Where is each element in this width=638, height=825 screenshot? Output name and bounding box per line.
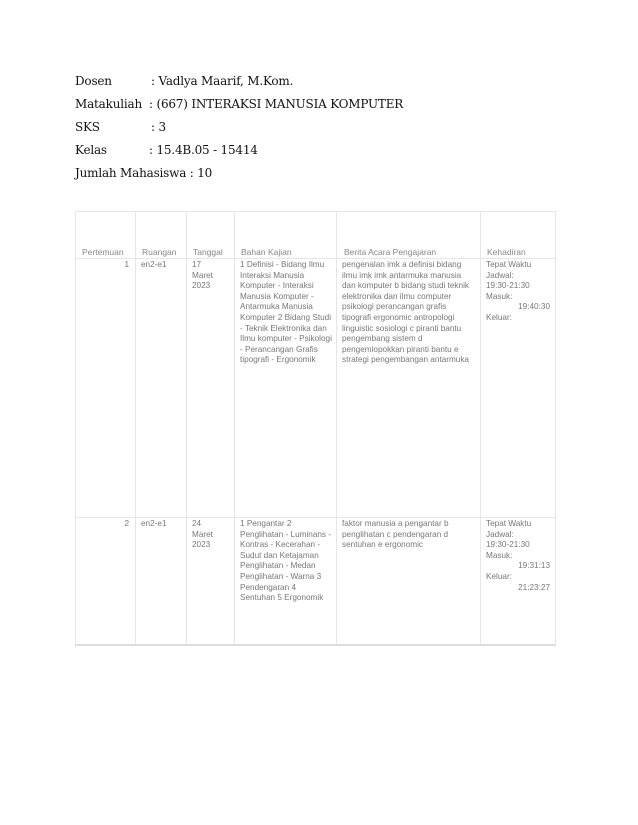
column-divider: [135, 212, 187, 646]
tepat-waktu-label: Tepat Waktu: [486, 260, 532, 269]
jadwal-value: 19:30-21:30: [486, 540, 530, 550]
keluar-value: 21:23:27: [518, 582, 550, 592]
cell-ruangan: en2-e1: [141, 519, 167, 528]
cell-pertemuan: 1: [124, 260, 129, 269]
keluar-label: Keluar:: [486, 571, 512, 581]
sks-value: : 3: [151, 120, 166, 134]
cell-pertemuan: 2: [124, 519, 129, 528]
header-berita-acara: Berita Acara Pengajaran: [344, 247, 437, 257]
cell-ruangan: en2-e1: [141, 260, 167, 269]
header-kehadiran: Kehadiran: [487, 247, 526, 257]
cell-kehadiran: [486, 519, 552, 593]
cell-bahan-kajian: 1 Pengantar 2 Penglihatan - Luminans - Kontras - Kecerahan - Sudut dan Ketajaman Penglihatan - Medan Penglihatan - Warna 3 Pendengaran 4 Sentuhan 5 Ergonomik: [240, 519, 332, 603]
attendance-table: [75, 211, 557, 648]
cell-bahan-kajian: 1 Definisi - Bidang Ilmu Interaksi Manusia Komputer - Interaksi Manusia Komputer - Antarmuka Manusia Komputer 2 Bidang Studi - Teknik Elektronika dan Ilmu komputer - Psikologi - Perancangan Grafis tipografi - Ergonomik: [240, 260, 332, 365]
cell-kehadiran: [486, 260, 552, 324]
header-tanggal: Tanggal: [193, 247, 223, 257]
keluar-label: Keluar:: [486, 312, 512, 322]
tepat-waktu-label: Tepat Waktu: [486, 519, 532, 528]
jadwal-label: Jadwal:: [486, 529, 514, 539]
cell-berita-acara: pengenalan imk a definisi bidang ilmu imk imk antarmuka manusia dan komputer b bidang studi teknik elektronika dan ilmu computer psikologi perancangan grafis tipografi ergonomic antropologi linguistic sosiologi c piranti bantu pengembang sistem d pengemlopokkan piranti bantu e strategi pengembangan antarmuka: [342, 260, 469, 365]
dosen-label: Dosen: [75, 74, 112, 88]
cell-berita-acara: faktor manusia a pengantar b penglihatan c pendengaran d sentuhan e ergonomic: [342, 519, 449, 550]
sks-label: SKS: [75, 120, 100, 134]
matakuliah-label: Matakuliah: [75, 97, 142, 111]
cell-tanggal: 17 Maret 2023: [192, 260, 213, 291]
kelas-label: Kelas: [75, 143, 107, 157]
kelas-value: : 15.4B.05 - 15414: [149, 143, 258, 157]
jadwal-label: Jadwal:: [486, 270, 514, 280]
jadwal-value: 19:30-21:30: [486, 281, 530, 291]
jumlah-mahasiswa-text: Jumlah Mahasiswa : 10: [75, 166, 213, 180]
header-ruangan: Ruangan: [142, 247, 177, 257]
matakuliah-value: : (667) INTERAKSI MANUSIA KOMPUTER: [149, 97, 404, 111]
dosen-value: : Vadlya Maarif, M.Kom.: [151, 74, 294, 88]
column-divider: [76, 212, 136, 646]
masuk-value: 19:40:30: [518, 302, 550, 312]
table-bottom-border: [76, 644, 555, 646]
header-row-divider: [76, 258, 555, 259]
masuk-label: Masuk:: [486, 291, 513, 301]
masuk-value: 19:31:13: [518, 561, 550, 571]
header-bahan-kajian: Bahan Kajian: [241, 247, 292, 257]
header-pertemuan: Pertemuan: [82, 247, 124, 257]
row-divider: [76, 517, 555, 518]
cell-tanggal: 24 Maret 2023: [192, 519, 213, 550]
masuk-label: Masuk:: [486, 550, 513, 560]
